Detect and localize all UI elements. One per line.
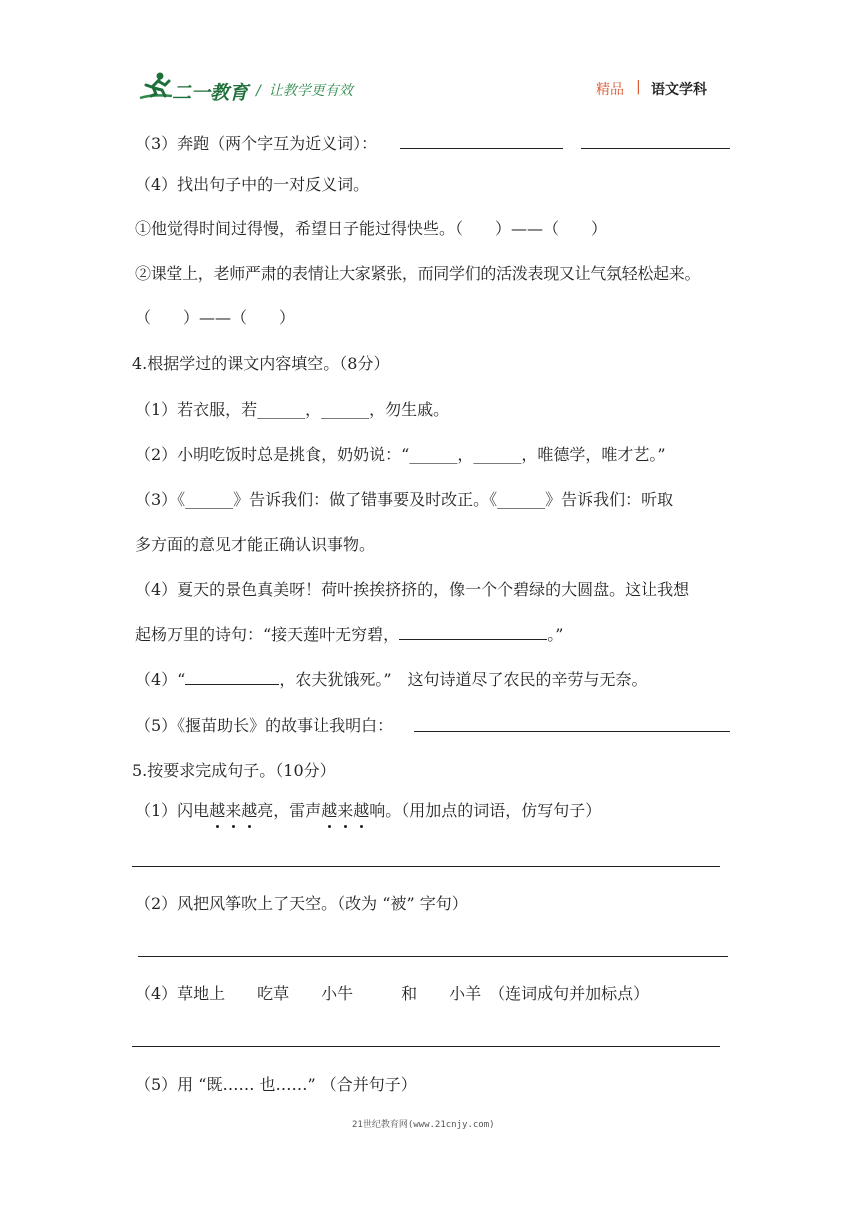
q3-4-2b-line: （ ）——（ ） bbox=[135, 308, 296, 327]
q4-4b-blank[interactable] bbox=[399, 625, 547, 640]
q4-4c-text: （4）“ bbox=[135, 670, 186, 689]
q5-5-line: （5）用 “既…… 也……” （合并句子） bbox=[135, 1075, 417, 1094]
tag-subject: 语文学科 bbox=[651, 82, 707, 98]
q3-3-line bbox=[135, 134, 377, 154]
q5-title: 5.按要求完成句子。（10分） bbox=[132, 761, 336, 780]
q4-4c-blank[interactable] bbox=[185, 670, 279, 685]
emphasis-dot-1: 越 bbox=[209, 801, 226, 820]
q4-4b-line bbox=[135, 625, 563, 645]
q4-2-line: （2）小明吃饭时总是挑食，奶奶说：“______，______，唯德学，唯才艺。” bbox=[135, 445, 666, 464]
emphasis-dot-2: 来 bbox=[225, 801, 242, 820]
q4-5-text: （5）《揠苗助长》的故事让我明白： bbox=[135, 716, 394, 735]
emphasis-dot-3: 越 bbox=[241, 801, 258, 820]
slogan-text: 让教学更有效 bbox=[268, 83, 353, 99]
brand-slogan: / 让教学更有效 bbox=[256, 83, 353, 99]
q5-1-line bbox=[135, 801, 601, 821]
tag-separator: | bbox=[636, 79, 641, 95]
q5-2-answer-line[interactable] bbox=[138, 956, 728, 957]
page-footer: 21世纪教育网(www.21cnjy.com) bbox=[352, 1120, 495, 1130]
runner-logo-icon bbox=[138, 70, 174, 102]
emphasis-dot-6: 越 bbox=[353, 801, 370, 820]
q5-4-answer-line[interactable] bbox=[132, 1046, 720, 1047]
q5-1-text-b: 亮，雷声 bbox=[257, 801, 322, 820]
q4-4b-text: 起杨万里的诗句：“接天莲叶无穷碧， bbox=[135, 625, 400, 644]
q4-title: 4.根据学过的课文内容填空。（8分） bbox=[132, 354, 390, 373]
q5-1-text-a: （1）闪电 bbox=[135, 801, 210, 820]
q3-4-2-line: ②课堂上，老师严肃的表情让大家紧张，而同学们的活泼表现又让气氛轻松起来。 bbox=[135, 264, 701, 283]
emphasis-dot-5: 来 bbox=[337, 801, 354, 820]
q4-4c-line bbox=[135, 670, 648, 690]
q5-1-answer-line[interactable] bbox=[132, 866, 720, 867]
tag-premium: 精品 bbox=[596, 82, 624, 98]
q5-1-text-c: 响。（用加点的词语，仿写句子） bbox=[369, 801, 602, 820]
q3-3-blank-2[interactable] bbox=[581, 148, 730, 149]
q3-4-line: （4）找出句子中的一对反义词。 bbox=[135, 175, 370, 194]
q4-4c-end: ，农夫犹饿死。” 这句诗道尽了农民的辛劳与无奈。 bbox=[279, 670, 648, 689]
q3-3-text: （3）奔跑（两个字互为近义词）： bbox=[135, 134, 378, 153]
emphasis-dot-4: 越 bbox=[321, 801, 338, 820]
brand-name: 二一教育 bbox=[172, 82, 249, 104]
q4-4b-end: 。” bbox=[547, 625, 564, 644]
q5-2-line: （2）风把风筝吹上了天空。（改为 “被” 字句） bbox=[135, 894, 468, 913]
q3-4-1-line: ①他觉得时间过得慢，希望日子能过得快些。（ ）——（ ） bbox=[135, 219, 608, 238]
q5-1-dotted-word-1 bbox=[209, 801, 257, 820]
q5-1-dotted-word-2 bbox=[321, 801, 369, 820]
q5-4-line: （4）草地上 吃草 小牛 和 小羊 （连词成句并加标点） bbox=[135, 984, 650, 1003]
q4-3b-line: 多方面的意见才能正确认识事物。 bbox=[135, 535, 376, 554]
q4-1-line: （1）若衣服，若______，______，勿生戚。 bbox=[135, 400, 450, 419]
q4-5-line bbox=[135, 716, 393, 736]
q4-3-line: （3）《______》告诉我们：做了错事要及时改正。《______》告诉我们：听取 bbox=[135, 490, 674, 509]
q4-5-blank[interactable] bbox=[414, 731, 730, 732]
q4-4-line: （4）夏天的景色真美呀！荷叶挨挨挤挤的，像一个个碧绿的大圆盘。这让我想 bbox=[135, 580, 690, 599]
q3-3-blank-1[interactable] bbox=[400, 148, 563, 149]
